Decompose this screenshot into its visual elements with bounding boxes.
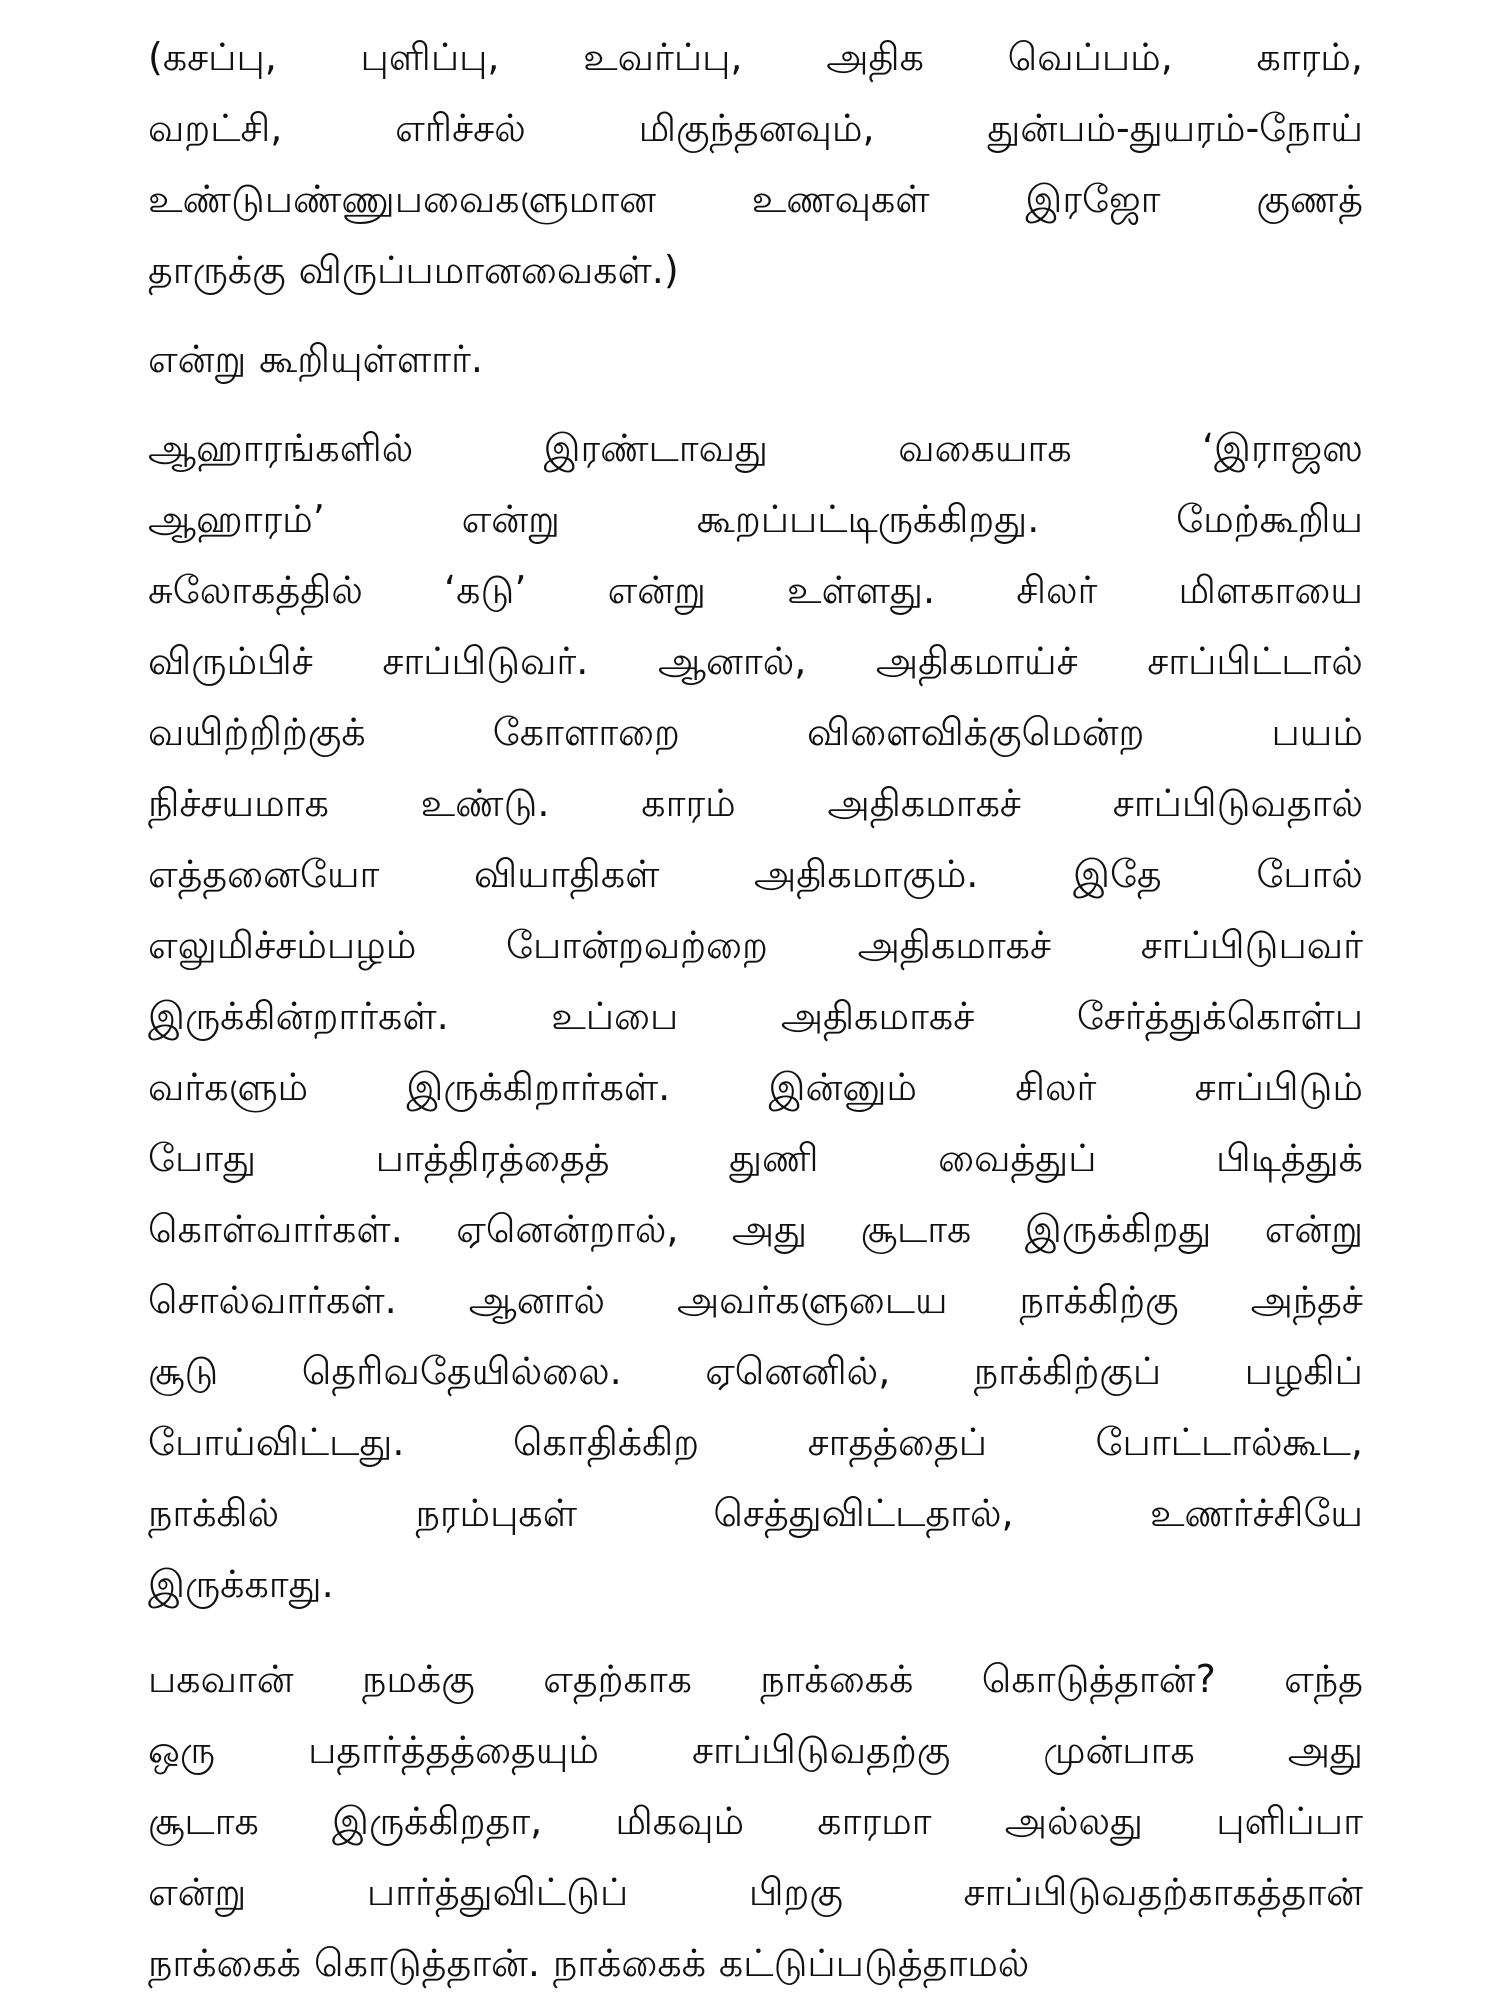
word: கொடுத்தான். xyxy=(314,1941,540,1985)
word: பயம் xyxy=(1271,710,1363,754)
text-line xyxy=(148,1928,1363,1999)
text-line xyxy=(148,1123,1363,1194)
word: உணவுகள் xyxy=(751,177,930,221)
word: இருக்கின்றார்கள். xyxy=(148,994,449,1038)
text-line xyxy=(148,1052,1363,1123)
word: அது xyxy=(731,1207,808,1251)
word: சிலர் xyxy=(1015,1065,1097,1109)
text-line xyxy=(148,910,1363,981)
word: காரமா xyxy=(817,1799,932,1843)
word: துன்பம்-துயரம்-நோய் xyxy=(987,106,1363,150)
word: கொதிக்கிற xyxy=(512,1420,700,1464)
word: வெப்பம், xyxy=(1007,35,1173,79)
text-line xyxy=(148,235,1363,306)
word: வறட்சி, xyxy=(148,106,283,150)
paragraph-quote-translation xyxy=(148,22,1363,306)
word: அதிக xyxy=(826,35,924,79)
word: பகவான் xyxy=(148,1657,294,1701)
word: இருக்காது. xyxy=(148,1562,334,1606)
word: சாப்பிட்டால் xyxy=(1147,639,1363,683)
word: கோளாறை xyxy=(492,710,680,754)
word: இரண்டாவது xyxy=(543,426,768,470)
word: அதிகமாகச் xyxy=(857,923,1052,967)
word: ஒரு xyxy=(148,1728,216,1772)
word: ஆனால் xyxy=(468,1278,606,1322)
word: வர்களும் xyxy=(148,1065,309,1109)
text-line xyxy=(148,1194,1363,1265)
word: போது xyxy=(148,1136,257,1180)
word: தாருக்கு xyxy=(148,248,286,292)
word: புளிப்பு, xyxy=(360,35,500,79)
text-line xyxy=(148,93,1363,164)
text-line xyxy=(148,1857,1363,1928)
word: சாப்பிடும் xyxy=(1194,1065,1363,1109)
word: என்று xyxy=(461,497,560,541)
word: இருக்கிறார்கள். xyxy=(406,1065,671,1109)
word: போன்றவற்றை xyxy=(506,923,768,967)
word: ஆஹாரங்களில் xyxy=(148,426,414,470)
word: இன்னும் xyxy=(768,1065,917,1109)
word: கட்டுப்படுத்தாமல் xyxy=(718,1941,1030,1985)
word: போய்விட்டது. xyxy=(148,1420,405,1464)
word: உள்ளது. xyxy=(786,568,936,612)
word: அந்தச் xyxy=(1250,1278,1363,1322)
word: அதிகமாய்ச் xyxy=(875,639,1078,683)
word: சூடாக xyxy=(148,1799,259,1843)
text-line xyxy=(148,1549,1363,1620)
word: உவர்ப்பு, xyxy=(583,35,743,79)
word: இதே xyxy=(1072,852,1162,896)
word: மிளகாயை xyxy=(1178,568,1363,612)
word: உண்டுபண்ணுபவைகளுமான xyxy=(148,177,656,221)
word: உண்டு. xyxy=(420,781,550,825)
text-line xyxy=(148,1478,1363,1549)
word: சாப்பிடுவர். xyxy=(382,639,589,683)
word: கொடுத்தான்? xyxy=(981,1657,1216,1701)
word: கூறியுள்ளார். xyxy=(259,337,483,381)
word: செத்துவிட்டதால், xyxy=(713,1491,1014,1535)
paragraph-rajasa-aharam xyxy=(148,413,1363,1620)
word: ஆஹாரம்’ xyxy=(148,497,325,541)
text-line xyxy=(148,697,1363,768)
word: போட்டால்கூட, xyxy=(1095,1420,1363,1464)
word: எரிச்சல் xyxy=(395,106,526,150)
word: பார்த்துவிட்டுப் xyxy=(366,1870,629,1914)
word: காரம், xyxy=(1256,35,1363,79)
word: காரம் xyxy=(641,781,736,825)
text-line xyxy=(148,413,1363,484)
word: முன்பாக xyxy=(1043,1728,1195,1772)
word: அதிகமாகச் xyxy=(780,994,975,1038)
word: ஏனெனில், xyxy=(705,1349,891,1393)
text-line xyxy=(148,555,1363,626)
word: புளிப்பா xyxy=(1216,1799,1363,1843)
word: நாக்கிற்கு xyxy=(1019,1278,1179,1322)
paragraph-gap xyxy=(148,306,1363,324)
paragraph-tongue-purpose xyxy=(148,1644,1363,1999)
document-page xyxy=(148,22,1363,1999)
word: நாக்கைக் xyxy=(148,1941,302,1985)
text-line xyxy=(148,484,1363,555)
word: மேற்கூறிய xyxy=(1176,497,1363,541)
text-line xyxy=(148,164,1363,235)
word: பிறகு xyxy=(748,1870,843,1914)
word: போல் xyxy=(1256,852,1363,896)
word: விளைவிக்குமென்ற xyxy=(806,710,1145,754)
text-line xyxy=(148,1265,1363,1336)
word: வியாதிகள் xyxy=(474,852,660,896)
word: அது xyxy=(1287,1728,1363,1772)
word: சூடு xyxy=(148,1349,219,1393)
word: சுலோகத்தில் xyxy=(148,568,363,612)
word: வயிற்றிற்குக் xyxy=(148,710,366,754)
word: உப்பை xyxy=(551,994,679,1038)
word: இரஜோ xyxy=(1025,177,1161,221)
word: நரம்புகள் xyxy=(415,1491,578,1535)
word: என்று xyxy=(1264,1207,1363,1251)
text-line xyxy=(148,1644,1363,1715)
paragraph-gap xyxy=(148,1620,1363,1644)
word: அல்லது xyxy=(1004,1799,1144,1843)
word: ஆனால், xyxy=(657,639,807,683)
word: நாக்கைக் xyxy=(552,1941,707,1985)
word: உணர்ச்சியே xyxy=(1149,1491,1363,1535)
word: இருக்கிறது xyxy=(1024,1207,1212,1251)
word: ஏனென்றால், xyxy=(456,1207,679,1251)
word: இருக்கிறதா, xyxy=(332,1799,543,1843)
text-line xyxy=(148,1715,1363,1786)
word: குணத் xyxy=(1256,177,1363,221)
word: பதார்த்தத்தையும் xyxy=(308,1728,599,1772)
word: எதற்காக xyxy=(543,1657,692,1701)
word: சாதத்தைப் xyxy=(807,1420,988,1464)
word: சாப்பிடுவதற்கு xyxy=(691,1728,951,1772)
text-line xyxy=(148,1336,1363,1407)
text-line xyxy=(148,324,1363,395)
word: மிகுந்தனவும், xyxy=(638,106,875,150)
word: (கசப்பு, xyxy=(148,35,277,79)
word: தெரிவதேயில்லை. xyxy=(301,1349,622,1393)
word: ‘இராஜஸ xyxy=(1201,426,1363,470)
word: சாப்பிடுபவர் xyxy=(1140,923,1363,967)
word: நாக்கைக் xyxy=(760,1657,914,1701)
word: அதிகமாகும். xyxy=(754,852,979,896)
word: வகையாக xyxy=(898,426,1072,470)
word: எலுமிச்சம்பழம் xyxy=(148,923,417,967)
word: பழகிப் xyxy=(1244,1349,1363,1393)
word: துணி xyxy=(729,1136,819,1180)
word: அவர்களுடைய xyxy=(676,1278,948,1322)
word: பிடித்துக் xyxy=(1216,1136,1363,1180)
word: நாக்கில் xyxy=(148,1491,280,1535)
word: நமக்கு xyxy=(362,1657,475,1701)
word: சாப்பிடுவதால் xyxy=(1112,781,1363,825)
text-line xyxy=(148,1786,1363,1857)
word: சூடாக xyxy=(860,1207,972,1251)
word: கொள்வார்கள். xyxy=(148,1207,403,1251)
word: விருப்பமானவைகள்.) xyxy=(298,248,679,292)
word: சேர்த்துக்கொள்ப xyxy=(1076,994,1363,1038)
text-line xyxy=(148,22,1363,93)
paragraph-gap xyxy=(148,395,1363,413)
text-line xyxy=(148,626,1363,697)
text-line xyxy=(148,839,1363,910)
word: ‘கடு’ xyxy=(444,568,527,612)
text-line xyxy=(148,1407,1363,1478)
word: கூறப்பட்டிருக்கிறது. xyxy=(696,497,1040,541)
word: பாத்திரத்தைத் xyxy=(375,1136,610,1180)
word: அதிகமாகச் xyxy=(827,781,1021,825)
word: சிலர் xyxy=(1016,568,1098,612)
word: சொல்வார்கள். xyxy=(148,1278,397,1322)
word: நிச்சயமாக xyxy=(148,781,329,825)
word: மிகவும் xyxy=(615,1799,745,1843)
word: என்று xyxy=(148,1870,247,1914)
word: சாப்பிடுவதற்காகத்தான் xyxy=(963,1870,1363,1914)
text-line xyxy=(148,981,1363,1052)
word: எந்த xyxy=(1284,1657,1363,1701)
word: விரும்பிச் xyxy=(148,639,313,683)
word: என்று xyxy=(148,337,247,381)
word: நாக்கிற்குப் xyxy=(973,1349,1162,1393)
paragraph-attribution xyxy=(148,324,1363,395)
text-line xyxy=(148,768,1363,839)
word: எத்தனையோ xyxy=(148,852,380,896)
word: வைத்துப் xyxy=(938,1136,1097,1180)
word: என்று xyxy=(607,568,706,612)
